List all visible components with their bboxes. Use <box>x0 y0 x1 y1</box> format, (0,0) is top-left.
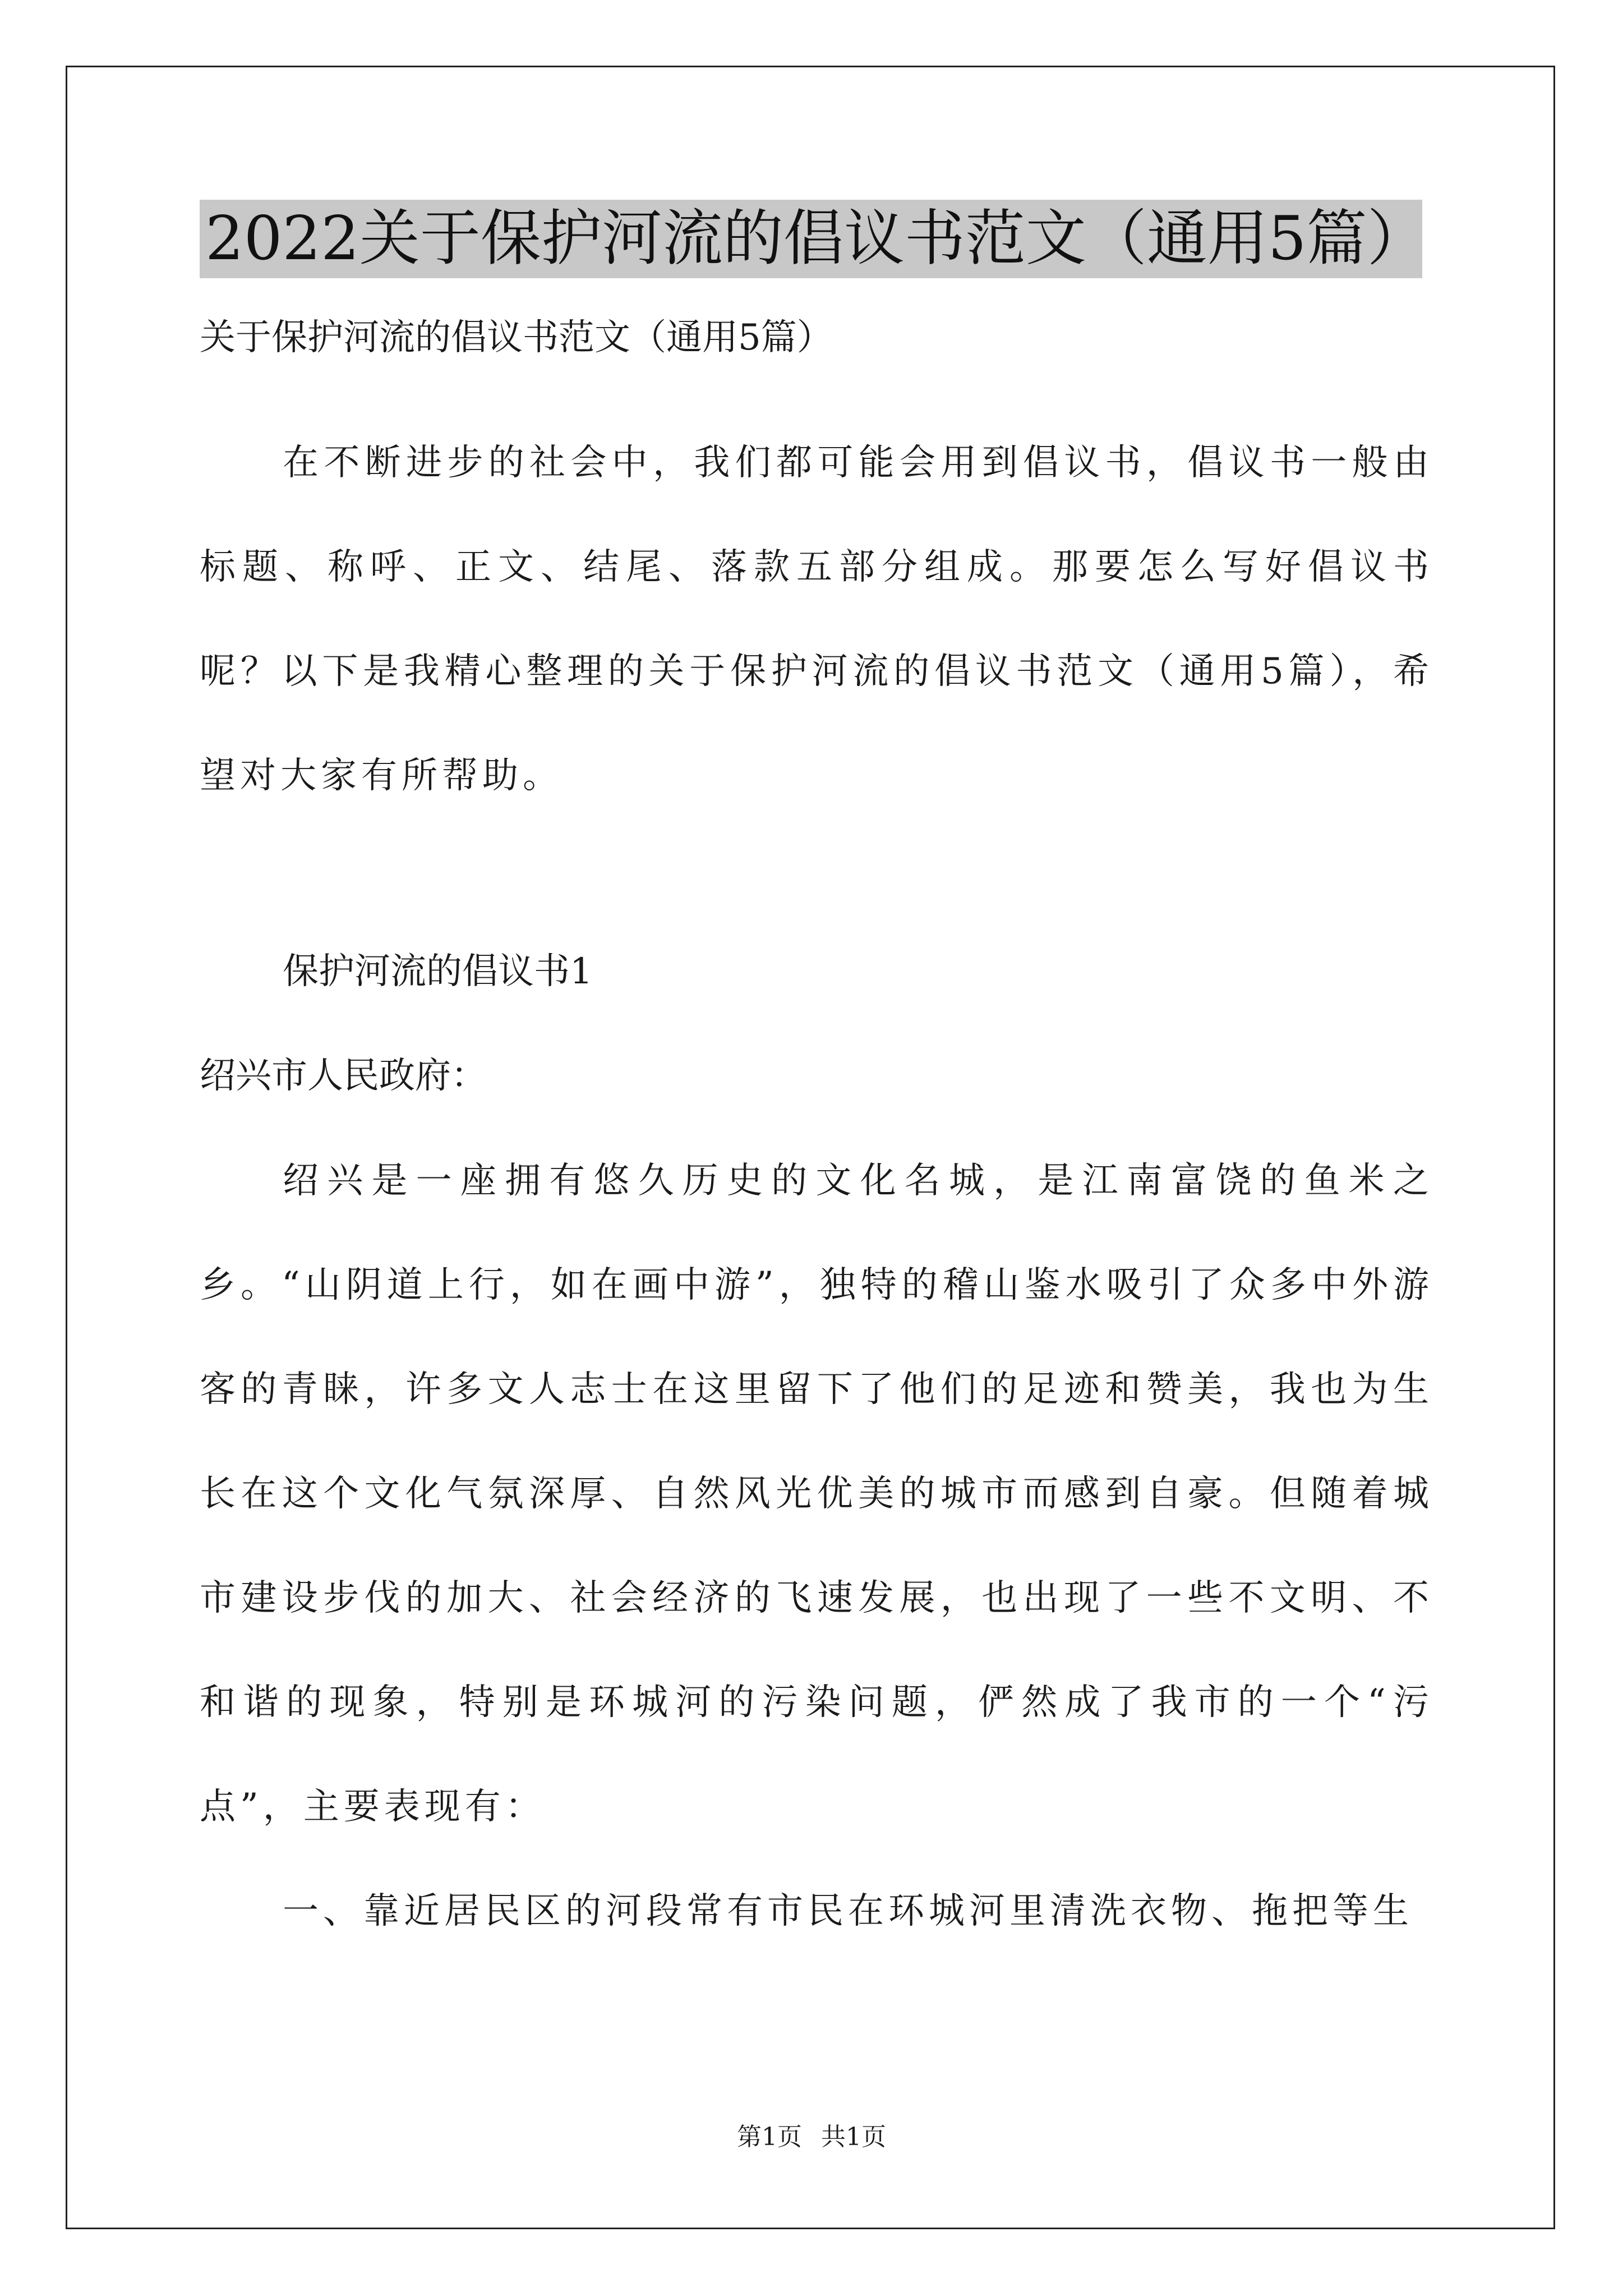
document-subtitle: 关于保护河流的倡议书范文（通用5篇） <box>200 317 833 358</box>
document-title: 2022关于保护河流的倡议书范文（通用5篇） <box>200 200 1422 278</box>
page-number: 第1页 <box>737 2123 802 2151</box>
section-heading: 保护河流的倡议书1 <box>283 951 593 992</box>
body-paragraph-1: 绍兴是一座拥有悠久历史的文化名城，是江南富饶的鱼米之乡。“山阴道上行，如在画中游”，独特的稽山鉴水吸引了众多中外游客的青睐，许多文人志士在这里留下了他们的足迹和赞美，我也为生长在这个文化气氛深厚、自然风光优美的城市而感到自豪。但随着城市建设步伐的加大、社会经济的飞速发展，也出现了一些不文明、不和谐的现象，特别是环城河的污染问题，俨然成了我市的一个“污点”，主要表现有： <box>200 1160 1433 1828</box>
body-paragraph-2: 一、靠近居民区的河段常有市民在环城河里清洗衣物、拖把等生 <box>283 1890 1413 1932</box>
page-total: 共1页 <box>821 2123 886 2151</box>
salutation: 绍兴市人民政府： <box>200 1055 487 1097</box>
page-footer <box>0 2120 1623 2154</box>
intro-paragraph: 在不断进步的社会中，我们都可能会用到倡议书，倡议书一般由标题、称呼、正文、结尾、落款五部分组成。那要怎么写好倡议书呢？以下是我精心整理的关于保护河流的倡议书范文（通用5篇），希望对大家有所帮助。 <box>200 442 1433 797</box>
